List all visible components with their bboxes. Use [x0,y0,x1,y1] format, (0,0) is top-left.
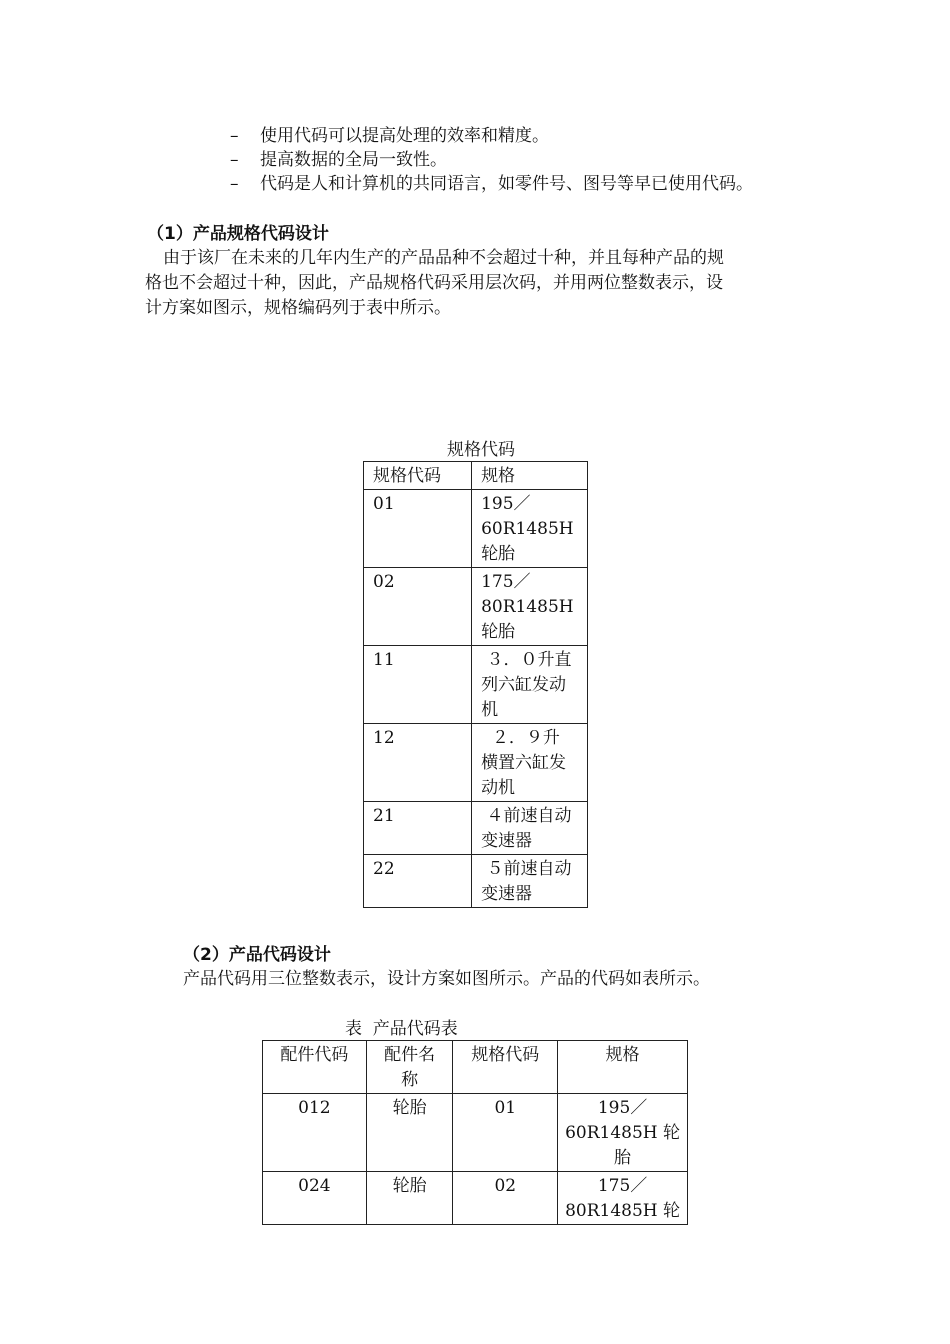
spec-line: ３．０升直 [481,650,572,670]
code-cell: 02 [364,568,472,646]
table-row [364,855,588,908]
bullet-dash: – [230,174,239,194]
bullet-item [230,148,447,172]
spec-cell [472,490,588,568]
code-cell: 22 [364,855,472,908]
table-header-row [263,1041,688,1094]
spec-line: ２．９升 [481,728,560,748]
spec-code-table [363,461,588,908]
spec-cell [472,568,588,646]
spec-line: 80R1485H 轮 [565,1201,681,1221]
code-cell: 01 [364,490,472,568]
spec-line: 胎 [614,1148,632,1168]
table-row [263,1172,688,1225]
section1-line: 格也不会超过十种，因此，产品规格代码采用层次码，并用两位整数表示，设 [145,273,723,293]
spec-line: 195／ [597,1098,648,1118]
bullet-text: 代码是人和计算机的共同语言，如零件号、图号等早已使用代码。 [260,174,753,194]
code-cell: 12 [364,724,472,802]
header-cell [366,1041,453,1094]
header-line: 配件名 [384,1045,436,1065]
table-row [364,646,588,724]
spec-cell [472,802,588,855]
bullet-dash: – [230,126,239,146]
part-code-cell: 024 [263,1172,367,1225]
code-cell: 21 [364,802,472,855]
spec-line: 195／ [481,494,531,514]
spec-line: 轮胎 [481,544,516,564]
spec-line: 机 [481,700,499,720]
section2-line: 产品代码用三位整数表示，设计方案如图所示。产品的代码如表所示。 [183,969,710,989]
table-row [364,568,588,646]
table-row [364,724,588,802]
table-row [364,490,588,568]
section1-heading: （1）产品规格代码设计 [147,224,329,244]
bullet-dash: – [230,150,239,170]
spec-line: ５前速自动 [481,859,572,879]
bullet-text: 使用代码可以提高处理的效率和精度。 [260,126,549,146]
spec-line: 变速器 [481,884,533,904]
header-cell: 规格代码 [453,1041,558,1094]
spec-line: 变速器 [481,831,533,851]
table-row [263,1094,688,1172]
spec-line: 横置六缸发 [481,753,567,773]
part-name-cell: 轮胎 [366,1172,453,1225]
product-table-caption: 表 产品代码表 [345,1019,458,1039]
bullet-text: 提高数据的全局一致性。 [260,150,447,170]
section2-heading: （2）产品代码设计 [183,945,331,965]
bullet-item [230,124,549,148]
header-cell: 规格 [558,1041,688,1094]
table-header-row [364,462,588,490]
spec-code-cell: 01 [453,1094,558,1172]
table-row [364,802,588,855]
header-cell: 规格代码 [364,462,472,490]
part-name-cell: 轮胎 [366,1094,453,1172]
spec-cell [472,724,588,802]
header-cell: 规格 [472,462,588,490]
spec-line: 轮胎 [481,622,516,642]
spec-line: ４前速自动 [481,806,572,826]
section1-line: 由于该厂在未来的几年内生产的产品品种不会超过十种，并且每种产品的规 [163,248,724,268]
spec-line: 列六缸发动 [481,675,567,695]
bullet-item [230,172,753,196]
spec-line: 80R1485H [481,597,574,617]
spec-table-caption: 规格代码 [447,440,515,460]
spec-cell [558,1172,688,1225]
section1-line: 计方案如图示，规格编码列于表中所示。 [145,298,451,318]
header-cell: 配件代码 [263,1041,367,1094]
spec-cell [558,1094,688,1172]
spec-line: 175／ [481,572,531,592]
spec-line: 动机 [481,778,516,798]
code-cell: 11 [364,646,472,724]
spec-cell [472,855,588,908]
spec-cell [472,646,588,724]
spec-line: 60R1485H 轮 [565,1123,681,1143]
spec-line: 175／ [597,1176,648,1196]
spec-code-cell: 02 [453,1172,558,1225]
spec-line: 60R1485H [481,519,574,539]
header-line: 称 [401,1070,419,1090]
product-code-table [262,1040,688,1225]
part-code-cell: 012 [263,1094,367,1172]
